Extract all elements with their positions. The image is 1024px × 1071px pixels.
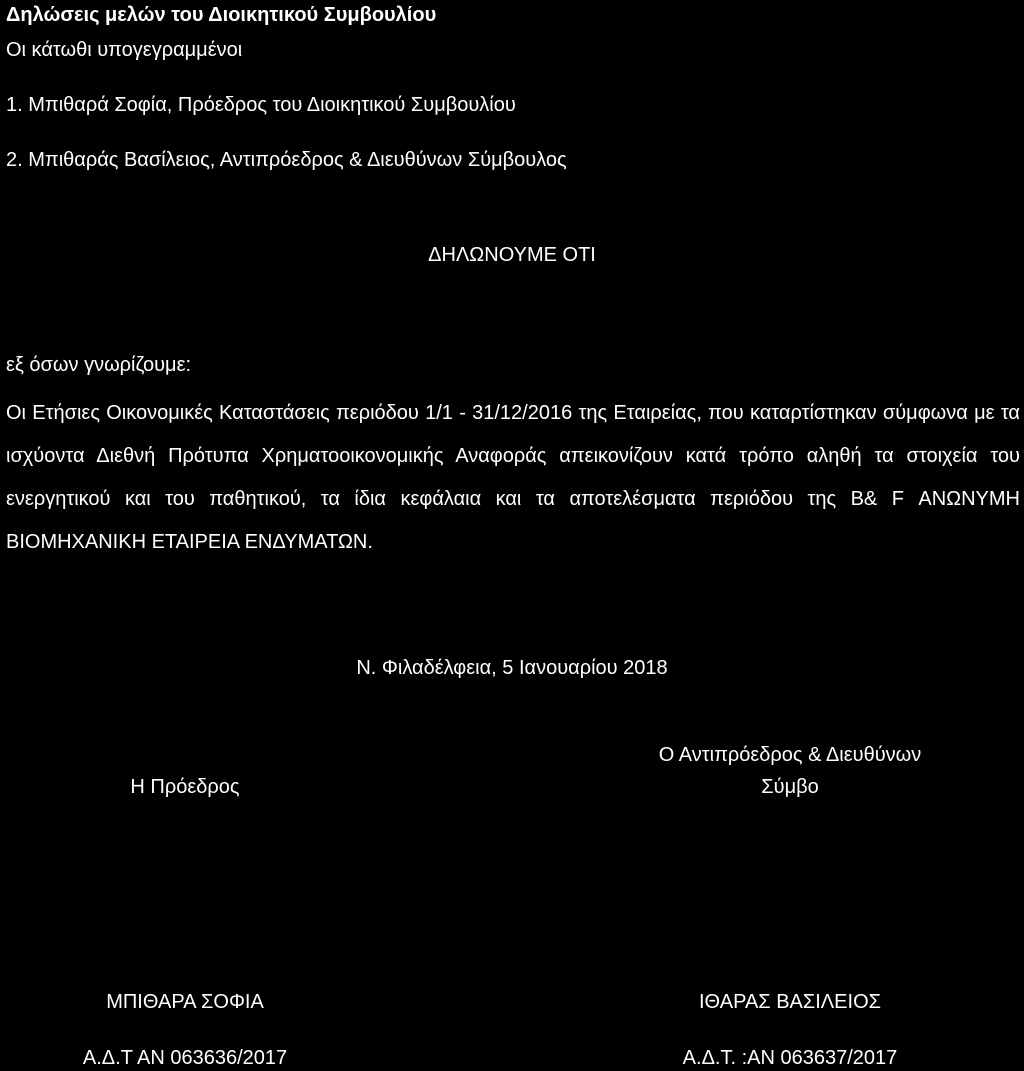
place-date: Ν. Φιλαδέλφεια, 5 Ιανουαρίου 2018 [356, 657, 668, 679]
signature-role-vice-chair-line-2: Σύμβο [761, 776, 819, 798]
signature-role-chair: Η Πρόεδρος [130, 776, 240, 798]
document-heading: Δηλώσεις μελών του Διοικητικού Συμβουλίου [6, 4, 437, 26]
signature-id-vice-chair: Α.Δ.Τ. :ΑΝ 063637/2017 [682, 1047, 898, 1069]
signatory-item-2: 2. Μπιθαράς Βασίλειος, Αντιπρόεδρος & Διευθύνων Σύμβουλος [6, 149, 567, 171]
declaration-title: ΔΗΛΩΝΟΥΜΕ ΟΤΙ [428, 244, 596, 266]
signatory-item-1: 1. Μπιθαρά Σοφία, Πρόεδρος του Διοικητικού Συμβουλίου [6, 94, 516, 116]
lead-text: εξ όσων γνωρίζουμε: [6, 354, 192, 376]
declaration-body: Οι Ετήσιες Οικονομικές Καταστάσεις περιόδου 1/1 - 31/12/2016 της Εταιρείας, που καταρτίστηκαν σύμφωνα με τα ισχύοντα Διεθνή Πρότυπα Χρηματοοικονομικής Αναφοράς απεικονίζουν κατά τρόπο αληθή τα στοιχεία του ενεργητικού και του παθητικού, τα ίδια κεφάλαια και τα αποτελέσματα περιόδου της B& F ΑΝΩΝΥΜΗ ΒΙΟΜΗΧΑΝΙΚΗ ΕΤΑΙΡΕΙΑ ΕΝΔΥΜΑΤΩΝ. [6, 402, 1020, 553]
intro-text: Οι κάτωθι υπογεγραμμένοι [6, 39, 243, 61]
signature-name-chair: ΜΠΙΘΑΡΑ ΣΟΦΙΑ [106, 991, 264, 1013]
signature-name-vice-chair: ΙΘΑΡΑΣ ΒΑΣΙΛΕΙΟΣ [699, 991, 881, 1013]
signature-role-vice-chair-line-1: Ο Αντιπρόεδρος & Διευθύνων [658, 744, 922, 766]
signature-id-chair: Α.Δ.Τ ΑΝ 063636/2017 [82, 1047, 288, 1069]
